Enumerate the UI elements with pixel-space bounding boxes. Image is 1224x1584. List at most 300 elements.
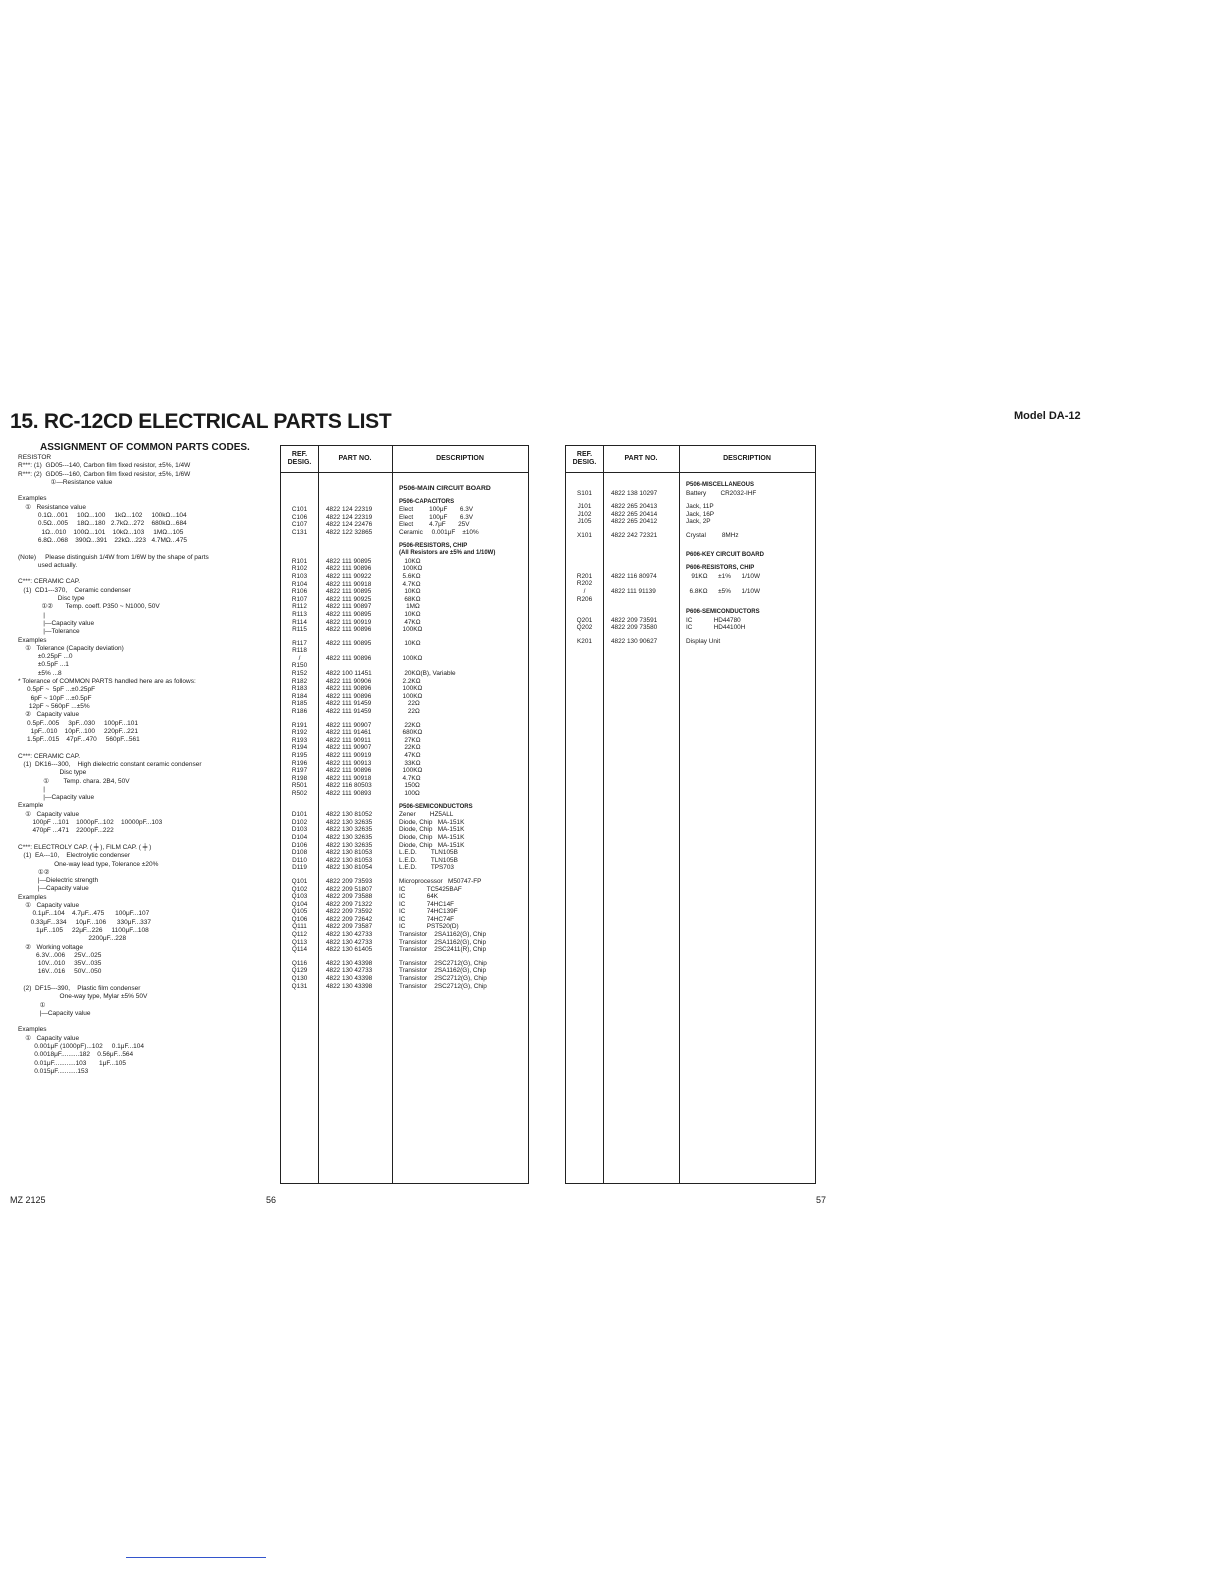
description: 2.2KΩ bbox=[399, 677, 421, 685]
ref-desig: C131 bbox=[291, 528, 308, 536]
codes-line: 16V...016 50V...050 bbox=[18, 968, 102, 976]
description: Elect 4.7μF 25V bbox=[399, 521, 470, 529]
table-row bbox=[281, 916, 528, 924]
description: 1MΩ bbox=[399, 603, 420, 611]
part-number bbox=[318, 662, 392, 670]
ref-desig: R118 bbox=[292, 647, 307, 655]
ref-desig: R201 bbox=[576, 572, 593, 580]
section-heading-row bbox=[566, 565, 815, 573]
part-number: 4822 209 73591 bbox=[611, 616, 658, 624]
ref-desig: Q111 bbox=[292, 923, 307, 931]
part-number: 4822 111 90895 bbox=[326, 639, 372, 647]
description bbox=[392, 662, 528, 670]
table-row bbox=[281, 581, 528, 589]
codes-line: ±0.25pF ...0 bbox=[18, 653, 73, 661]
ref-desig: R202 bbox=[576, 580, 593, 588]
part-number: 4822 209 73592 bbox=[326, 908, 373, 916]
codes-line: | bbox=[18, 785, 45, 793]
part-number: 4822 111 90919 bbox=[326, 752, 372, 759]
ref-desig: R501 bbox=[291, 782, 308, 790]
ref-desig: R193 bbox=[291, 736, 308, 744]
table-row bbox=[281, 565, 528, 573]
codes-line: (Note) Please distinguish 1/4W from 1/6W by the shape of parts bbox=[18, 553, 209, 561]
ref-desig: Q105 bbox=[291, 908, 308, 916]
codes-line: 12pF ~ 560pF ...±5% bbox=[18, 702, 90, 710]
ref-desig: R186 bbox=[291, 708, 308, 716]
part-number: 4822 124 22319 bbox=[326, 506, 373, 514]
section-heading: P506-MISCELLANEOUS bbox=[686, 482, 755, 488]
description: IC 74HC14F bbox=[399, 900, 455, 908]
ref-desig: R183 bbox=[291, 685, 308, 693]
ref-desig: R150 bbox=[291, 662, 308, 670]
codes-line: 1pF...010 10pF...100 220pF...221 bbox=[18, 727, 138, 735]
part-number: 4822 130 81053 bbox=[326, 856, 373, 864]
ref-desig bbox=[281, 482, 318, 493]
table-row bbox=[281, 864, 528, 872]
description: Transistor 2SA1162(G), Chip bbox=[399, 967, 487, 975]
codes-line: (1) EA---10, Electrolytic condenser bbox=[18, 852, 130, 860]
part-number: 4822 130 81054 bbox=[326, 864, 373, 872]
part-number: 4822 209 72642 bbox=[326, 915, 373, 923]
part-number: 4822 130 32635 bbox=[326, 833, 373, 841]
description: Jack, 2P bbox=[686, 518, 711, 526]
table-row bbox=[281, 737, 528, 745]
header-desc: DESCRIPTION bbox=[436, 455, 484, 462]
part-number: 4822 130 90627 bbox=[611, 637, 658, 645]
description: 27KΩ bbox=[399, 736, 421, 744]
description: 10KΩ bbox=[399, 639, 421, 647]
table-row bbox=[566, 617, 815, 625]
ref-desig: C101 bbox=[291, 506, 308, 514]
table-row bbox=[281, 923, 528, 931]
part-number bbox=[603, 482, 679, 490]
description: 5.6KΩ bbox=[399, 572, 421, 580]
ref-desig: Q102 bbox=[291, 885, 308, 893]
table-rows bbox=[566, 476, 815, 646]
codes-line: One-way lead type, Tolerance ±20% bbox=[18, 860, 159, 868]
codes-line: ② Working voltage bbox=[18, 943, 83, 951]
section-heading: (All Resistors are ±5% and 1/10W) bbox=[399, 550, 496, 557]
table-row bbox=[281, 514, 528, 522]
part-number: 4822 209 71322 bbox=[326, 900, 373, 908]
table-row bbox=[281, 596, 528, 604]
description: 150Ω bbox=[399, 782, 420, 790]
part-number: 4822 111 90925 bbox=[326, 595, 372, 603]
table-row bbox=[281, 529, 528, 537]
table-row bbox=[281, 931, 528, 939]
codes-line: ① Tolerance (Capacity deviation) bbox=[18, 644, 124, 652]
part-number: 4822 130 43398 bbox=[326, 975, 373, 983]
description: 22Ω bbox=[399, 708, 420, 716]
description: 10KΩ bbox=[399, 610, 421, 618]
codes-line: 6.8Ω...068 390Ω...391 22kΩ...223 4.7MΩ...475 bbox=[18, 536, 188, 544]
table-row bbox=[566, 580, 815, 588]
part-number: 4822 242 72321 bbox=[611, 531, 658, 539]
part-number: 4822 111 90906 bbox=[326, 677, 372, 685]
description bbox=[679, 580, 815, 588]
ref-desig bbox=[566, 482, 603, 490]
ref-desig: R106 bbox=[291, 588, 308, 596]
description: 10KΩ bbox=[399, 588, 421, 596]
codes-line bbox=[18, 545, 274, 553]
ref-desig: D106 bbox=[291, 841, 308, 849]
part-number: 4822 265 20413 bbox=[611, 503, 658, 511]
table-rows bbox=[281, 476, 528, 990]
table-row bbox=[281, 826, 528, 834]
ref-desig: K201 bbox=[577, 637, 592, 645]
ref-desig: Q113 bbox=[291, 938, 308, 946]
codes-line: * Tolerance of COMMON PARTS handled here are as follows: bbox=[18, 678, 196, 686]
table-row bbox=[281, 611, 528, 619]
part-number: 4822 209 51807 bbox=[326, 885, 373, 893]
codes-line: 0.001μF (1000pF)...102 0.1μF...104 bbox=[18, 1043, 145, 1051]
footer-rule bbox=[126, 1557, 266, 1558]
section-heading-row bbox=[281, 499, 528, 507]
codes-line: ① Capacity value bbox=[18, 1034, 80, 1042]
ref-desig: R197 bbox=[291, 767, 308, 775]
table-row bbox=[281, 760, 528, 768]
description: IC HD44780 bbox=[686, 616, 741, 624]
codes-line: One-way type, Mylar ±5% 50V bbox=[18, 993, 148, 1001]
ref-desig: Q129 bbox=[291, 967, 308, 975]
part-number: 4822 111 90896 bbox=[326, 692, 372, 700]
part-number bbox=[603, 565, 679, 573]
codes-line: 1Ω...010 100Ω...101 10kΩ...103 1MΩ...105 bbox=[18, 528, 184, 536]
section-heading: P506-SEMICONDUCTORS bbox=[399, 803, 473, 810]
part-number: 4822 111 90918 bbox=[326, 774, 372, 782]
codes-line: 6pF ~ 10pF ...±0.5pF bbox=[18, 694, 92, 702]
ref-desig: R104 bbox=[291, 580, 308, 588]
ref-desig: Q116 bbox=[291, 959, 308, 967]
ref-desig: R198 bbox=[291, 774, 308, 782]
part-number: 4822 130 42733 bbox=[326, 931, 373, 939]
part-number: 4822 116 80503 bbox=[326, 782, 372, 790]
part-number: 4822 100 11451 bbox=[326, 670, 372, 678]
part-number: 4822 116 80974 bbox=[611, 572, 657, 580]
codes-line: C***: CERAMIC CAP. bbox=[18, 578, 81, 586]
description: Microprocessor M50747-FP bbox=[399, 877, 482, 885]
description: 22KΩ bbox=[399, 744, 421, 752]
table-row bbox=[281, 960, 528, 968]
codes-line: Disc type bbox=[18, 769, 87, 777]
table-row bbox=[281, 967, 528, 975]
table-row bbox=[281, 655, 528, 663]
part-number: 4822 111 90896 bbox=[326, 565, 372, 573]
part-number bbox=[603, 580, 679, 588]
codes-line bbox=[18, 744, 274, 752]
ref-desig: C107 bbox=[291, 521, 308, 529]
codes-line: R***: (2) GD05---160, Carbon film fixed resistor, ±5%, 1/6W bbox=[18, 470, 191, 478]
description: Transistor 2SA1162(G), Chip bbox=[399, 938, 487, 946]
description: 100KΩ bbox=[399, 767, 423, 775]
ref-desig: J102 bbox=[577, 510, 592, 518]
part-number: 4822 111 90911 bbox=[326, 736, 371, 744]
description: Transistor 2SC2712(G), Chip bbox=[399, 959, 487, 967]
table-row bbox=[566, 638, 815, 646]
part-number: 4822 124 22319 bbox=[326, 513, 373, 521]
table-row bbox=[281, 678, 528, 686]
table-row bbox=[281, 775, 528, 783]
description bbox=[392, 647, 528, 655]
ref-desig: Q103 bbox=[291, 893, 308, 901]
section-heading-row bbox=[281, 482, 528, 493]
table-row bbox=[281, 946, 528, 954]
page-number-right: 57 bbox=[816, 1195, 827, 1205]
part-number: 4822 209 73593 bbox=[326, 877, 373, 885]
header-ref: REF. DESIG. bbox=[287, 451, 312, 466]
description: Jack, 11P bbox=[686, 503, 714, 511]
part-number bbox=[318, 499, 392, 507]
table-row bbox=[281, 975, 528, 983]
part-number: 4822 122 32865 bbox=[326, 528, 373, 536]
part-number: 4822 130 42733 bbox=[326, 938, 373, 946]
description: 91KΩ ±1% 1/10W bbox=[686, 572, 760, 580]
description: Ceramic 0.001μF ±10% bbox=[399, 528, 479, 536]
table-row bbox=[281, 521, 528, 529]
part-number: 4822 124 22476 bbox=[326, 521, 373, 529]
part-number: 4822 111 91459 bbox=[326, 708, 372, 716]
table-row bbox=[281, 782, 528, 790]
ref-desig: Q112 bbox=[291, 931, 308, 939]
header-part: PART NO. bbox=[338, 455, 372, 462]
ref-desig: Q201 bbox=[576, 616, 593, 624]
part-number: 4822 209 73580 bbox=[611, 624, 658, 632]
codes-line: used actually. bbox=[18, 561, 78, 569]
part-number: 4822 130 61405 bbox=[326, 946, 373, 954]
ref-desig: Q130 bbox=[291, 975, 308, 983]
description: Transistor 2SC2712(G), Chip bbox=[399, 975, 487, 983]
parts-table-main bbox=[280, 445, 529, 1184]
codes-line: 0.1μF...104 4.7μF...475 100μF...107 bbox=[18, 910, 150, 918]
description: L.E.D. TLN105B bbox=[399, 856, 458, 864]
description: Transistor 2SC2411(R), Chip bbox=[399, 946, 487, 954]
description: 100KΩ bbox=[399, 685, 423, 693]
table-row bbox=[566, 532, 815, 540]
ref-desig: J105 bbox=[577, 518, 592, 526]
table-row bbox=[566, 518, 815, 526]
description: Display Unit bbox=[686, 637, 721, 645]
codes-line: Examples bbox=[18, 1026, 47, 1034]
codes-line: | bbox=[18, 611, 45, 619]
section-heading-row bbox=[281, 550, 528, 558]
ref-desig bbox=[566, 552, 603, 560]
description: 100KΩ bbox=[399, 654, 423, 662]
table-row bbox=[281, 722, 528, 730]
ref-desig: R103 bbox=[291, 572, 308, 580]
ref-desig: X101 bbox=[577, 531, 592, 539]
part-number: 4822 130 43398 bbox=[326, 959, 373, 967]
table-row bbox=[281, 901, 528, 909]
common-parts-codes bbox=[18, 442, 274, 1076]
description: 6.8KΩ ±5% 1/10W bbox=[686, 587, 760, 595]
description: IC 64K bbox=[399, 893, 439, 901]
codes-line: 470pF ...471 2200pF...222 bbox=[18, 827, 114, 835]
ref-desig: R191 bbox=[291, 721, 308, 729]
table-row bbox=[281, 662, 528, 670]
ref-desig: R194 bbox=[291, 744, 308, 752]
ref-desig: Q101 bbox=[291, 877, 308, 885]
codes-line: ±0.5pF ...1 bbox=[18, 661, 69, 669]
section-heading: P606-KEY CIRCUIT BOARD bbox=[686, 551, 764, 558]
section-heading: P606-RESISTORS, CHIP bbox=[686, 565, 755, 572]
table-row bbox=[281, 640, 528, 648]
part-number: 4822 111 90896 bbox=[326, 767, 372, 775]
codes-line: ① Capacity value bbox=[18, 902, 80, 910]
part-number: 4822 111 91139 bbox=[611, 587, 656, 595]
codes-line: 1.5pF...015 47pF...470 560pF...561 bbox=[18, 736, 140, 744]
codes-line: Disc type bbox=[18, 595, 85, 603]
ref-desig: D101 bbox=[291, 811, 308, 819]
description: 33KΩ bbox=[399, 759, 421, 767]
table-row bbox=[281, 693, 528, 701]
description: Transistor 2SC2712(G), Chip bbox=[399, 982, 487, 990]
ref-desig bbox=[281, 550, 318, 558]
codes-line: ① Capacity value bbox=[18, 810, 80, 818]
description: 100KΩ bbox=[399, 565, 423, 573]
ref-desig: R206 bbox=[576, 595, 593, 603]
part-number: 4822 111 90919 bbox=[326, 618, 372, 626]
table-row bbox=[566, 573, 815, 581]
table-row bbox=[281, 700, 528, 708]
ref-desig: D119 bbox=[292, 864, 307, 872]
page-number-left: 56 bbox=[266, 1195, 277, 1205]
part-number bbox=[318, 550, 392, 558]
description: Diode, Chip MA-151K bbox=[399, 826, 465, 834]
description: Battery CR2032-IHF bbox=[686, 489, 757, 497]
codes-line: (1) DK16---300, High dielectric constant ceramic condenser bbox=[18, 760, 202, 768]
table-row bbox=[281, 619, 528, 627]
table-row bbox=[281, 588, 528, 596]
table-row bbox=[281, 819, 528, 827]
section-heading: P506-MAIN CIRCUIT BOARD bbox=[399, 485, 491, 492]
ref-desig: R196 bbox=[291, 759, 308, 767]
codes-line: Example bbox=[18, 802, 44, 810]
description: 10KΩ bbox=[399, 557, 421, 565]
part-number: 4822 265 20414 bbox=[611, 510, 658, 518]
codes-line: |—Dielectric strength bbox=[18, 877, 99, 885]
part-number: 4822 111 90895 bbox=[326, 588, 372, 596]
codes-line: |—Capacity value bbox=[18, 885, 89, 893]
table-row bbox=[281, 834, 528, 842]
description: 47KΩ bbox=[399, 618, 421, 626]
description: IC 74HC139F bbox=[399, 908, 458, 916]
codes-line: Examples bbox=[18, 893, 47, 901]
description: Elect 100μF 6.3V bbox=[399, 506, 474, 514]
table-row bbox=[281, 939, 528, 947]
ref-desig: Q114 bbox=[291, 946, 308, 954]
codes-line bbox=[18, 570, 274, 578]
description: 20KΩ(B), Variable bbox=[399, 670, 456, 678]
codes-line: 1μF...105 22μF...226 1100μF...108 bbox=[18, 926, 149, 934]
description: 22KΩ bbox=[399, 721, 421, 729]
part-number bbox=[603, 552, 679, 560]
table-row bbox=[281, 744, 528, 752]
table-row bbox=[281, 908, 528, 916]
codes-lines bbox=[18, 454, 274, 1076]
description: 4.7KΩ bbox=[399, 774, 421, 782]
ref-desig: R107 bbox=[291, 595, 308, 603]
codes-line: ① bbox=[18, 1001, 46, 1009]
description: 100KΩ bbox=[399, 626, 423, 634]
ref-desig: R502 bbox=[291, 789, 308, 797]
description: 47KΩ bbox=[399, 752, 421, 759]
ref-desig: Q106 bbox=[291, 915, 308, 923]
codes-line: RESISTOR bbox=[18, 454, 52, 461]
codes-heading: ASSIGNMENT OF COMMON PARTS CODES. bbox=[40, 442, 250, 453]
description: 4.7KΩ bbox=[399, 580, 421, 588]
ref-desig: D102 bbox=[291, 818, 308, 826]
description: L.E.D. TPS703 bbox=[399, 864, 454, 872]
codes-line bbox=[18, 836, 274, 844]
codes-line: 100pF ...101 1000pF...102 10000pF...103 bbox=[18, 819, 163, 827]
part-number: 4822 111 90907 bbox=[326, 744, 372, 752]
ref-desig: Q202 bbox=[576, 624, 593, 632]
table-row bbox=[281, 767, 528, 775]
codes-line: ①② Temp. coeff. P350 ~ N1000, 50V bbox=[18, 603, 160, 611]
ref-desig bbox=[281, 543, 318, 551]
description: IC 74HC74F bbox=[399, 915, 455, 923]
description: Jack, 16P bbox=[686, 510, 715, 518]
codes-line: C***: CERAMIC CAP. bbox=[18, 752, 81, 760]
parts-table-misc bbox=[565, 445, 816, 1184]
section-heading: P506-CAPACITORS bbox=[399, 498, 455, 505]
ref-desig: D110 bbox=[292, 856, 307, 864]
description: IC TC5425BAF bbox=[399, 885, 462, 893]
ref-desig bbox=[281, 804, 318, 812]
table-row bbox=[281, 558, 528, 566]
table-row bbox=[281, 811, 528, 819]
codes-line: Examples bbox=[18, 495, 47, 503]
table-row bbox=[566, 588, 815, 596]
codes-line: 0.5Ω...005 18Ω...180 2.7kΩ...272 680kΩ...684 bbox=[18, 520, 187, 528]
table-row bbox=[281, 506, 528, 514]
description: L.E.D. TLN105B bbox=[399, 849, 458, 857]
codes-line bbox=[18, 977, 274, 985]
ref-desig: / bbox=[583, 587, 586, 595]
ref-desig: R182 bbox=[291, 677, 308, 685]
part-number: 4822 130 43398 bbox=[326, 982, 373, 990]
codes-line: ①—Resistance value bbox=[18, 478, 113, 486]
codes-line: ±5% ...8 bbox=[18, 669, 62, 677]
ref-desig bbox=[566, 609, 603, 617]
codes-line: 0.01μF............103 1μF...105 bbox=[18, 1059, 126, 1067]
table-row bbox=[281, 752, 528, 760]
table-row bbox=[281, 603, 528, 611]
codes-line: 10V...010 35V...035 bbox=[18, 960, 102, 968]
codes-line: (1) CD1---370, Ceramic condenser bbox=[18, 586, 131, 594]
section-heading-row bbox=[281, 543, 528, 551]
part-number: 4822 111 91461 bbox=[326, 729, 372, 737]
ref-desig: Q104 bbox=[291, 900, 308, 908]
ref-desig: R113 bbox=[292, 610, 307, 618]
description: Diode, Chip MA-151K bbox=[399, 818, 465, 826]
table-row bbox=[281, 729, 528, 737]
part-number bbox=[603, 609, 679, 617]
codes-line: C***: ELECTROLY CAP. ( ╪ ), FILM CAP. ( ╪ ) bbox=[18, 843, 152, 851]
part-number bbox=[603, 596, 679, 604]
ref-desig: / bbox=[298, 654, 301, 662]
part-number: 4822 111 90922 bbox=[326, 572, 372, 580]
codes-line bbox=[18, 1018, 274, 1026]
part-number bbox=[318, 647, 392, 655]
codes-line: ①② bbox=[18, 868, 50, 876]
part-number bbox=[318, 482, 392, 493]
codes-line: 0.0018μF..........182 0.56μF...564 bbox=[18, 1051, 134, 1059]
codes-line: |—Capacity value bbox=[18, 619, 95, 627]
codes-line: ① Resistance value bbox=[18, 503, 86, 511]
codes-line: ② Capacity value bbox=[18, 711, 80, 719]
ref-desig: R152 bbox=[291, 670, 308, 678]
